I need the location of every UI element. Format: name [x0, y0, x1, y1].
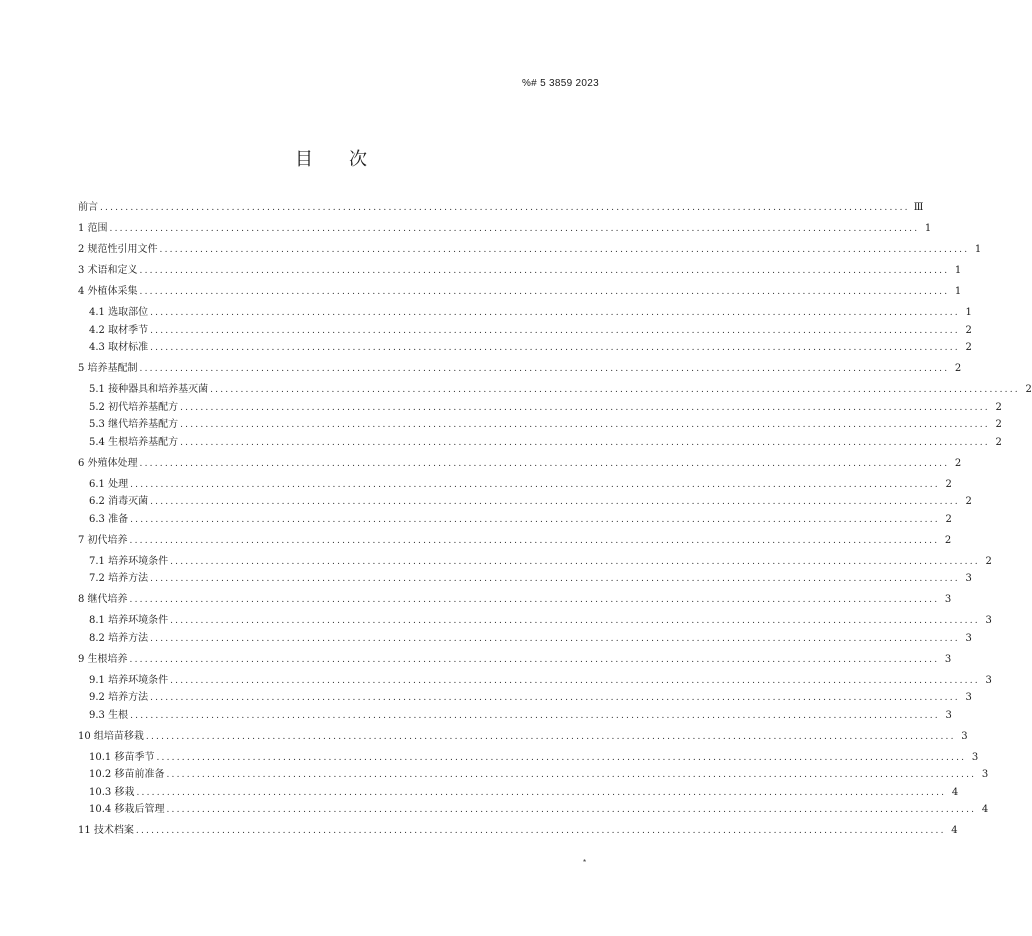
toc-entry-page: 1: [965, 307, 972, 318]
toc-entry[interactable]: [78, 283, 962, 301]
toc-entry-page: 3: [944, 594, 952, 605]
toc-entry-label: 2 规范性引用文件: [78, 241, 160, 259]
toc-entry-page: 3: [945, 709, 952, 721]
toc-entry-label: 6.1 处理: [89, 476, 130, 494]
toc-entry[interactable]: [78, 612, 992, 630]
toc-entry-label: 7.1 培养环境条件: [89, 553, 170, 571]
toc-entry-page: 3: [965, 632, 972, 644]
toc-entry[interactable]: [78, 591, 952, 609]
toc-entry-label: 5 培养基配制: [78, 360, 140, 378]
toc-leader-dots: ................................................................................................................................................................: [180, 420, 990, 430]
toc-leader-dots: ................................................................................................................................................................: [129, 535, 940, 546]
table-of-contents: [78, 199, 1032, 840]
toc-leader-dots: ................................................................................................................................................................: [100, 203, 910, 213]
toc-leader-dots: ................................................................................................................................................................: [139, 266, 950, 276]
toc-entry[interactable]: [78, 434, 1002, 452]
toc-entry-label: 3 术语和定义: [78, 262, 140, 280]
toc-entry-page: Ⅲ: [913, 202, 924, 213]
toc-entry[interactable]: [78, 241, 982, 259]
toc-entry-page: 2: [995, 436, 1002, 448]
toc-entry-label: 8.2 培养方法: [89, 630, 150, 648]
toc-leader-dots: ................................................................................................................................................................: [210, 385, 1020, 395]
toc-entry-label: 10.1 移苗季节: [89, 749, 156, 767]
toc-entry[interactable]: [78, 707, 952, 725]
toc-entry[interactable]: [78, 689, 972, 707]
toc-entry[interactable]: [78, 262, 962, 280]
toc-entry-label: 8.1 培养环境条件: [89, 612, 170, 630]
toc-entry-label: 9.3 生根: [89, 707, 130, 725]
toc-leader-dots: ................................................................................................................................................................: [150, 693, 960, 703]
toc-leader-dots: ................................................................................................................................................................: [145, 731, 956, 742]
document-number: %# 5 3859 2023: [521, 78, 599, 89]
toc-entry-label: 10.3 移栽: [89, 784, 136, 802]
toc-entry-page: 1: [924, 223, 932, 234]
toc-leader-dots: ................................................................................................................................................................: [136, 787, 947, 798]
toc-entry-page: 1: [954, 286, 962, 297]
toc-entry[interactable]: [78, 570, 972, 588]
toc-entry-page: 2: [954, 363, 962, 374]
toc-entry-label: 9.2 培养方法: [89, 689, 150, 707]
toc-leader-dots: ................................................................................................................................................................: [150, 574, 960, 584]
toc-leader-dots: ................................................................................................................................................................: [159, 245, 970, 255]
toc-entry-page: 3: [985, 615, 992, 626]
toc-leader-dots: ................................................................................................................................................................: [139, 458, 950, 469]
toc-entry[interactable]: [78, 532, 952, 550]
toc-entry-page: 2: [954, 457, 962, 469]
title-char-1: 目: [295, 149, 313, 170]
toc-leader-dots: ................................................................................................................................................................: [180, 437, 990, 448]
toc-entry-label: 4.2 取材季节: [89, 322, 150, 340]
toc-entry[interactable]: [78, 728, 968, 746]
toc-entry-page: 2: [965, 342, 972, 353]
toc-entry[interactable]: [78, 749, 979, 767]
toc-leader-dots: ................................................................................................................................................................: [170, 675, 980, 686]
toc-entry-page: 3: [971, 751, 979, 763]
toc-entry-label: 6.3 准备: [89, 511, 130, 529]
toc-entry-page: 4: [981, 804, 989, 815]
toc-entry[interactable]: [78, 630, 972, 648]
toc-entry-label: 4 外植体采集: [78, 283, 140, 301]
toc-leader-dots: ................................................................................................................................................................: [170, 616, 980, 626]
page-title: [0, 145, 662, 171]
toc-entry-page: 3: [981, 769, 989, 780]
title-char-2: 次: [349, 149, 367, 170]
toc-leader-dots: ................................................................................................................................................................: [109, 224, 920, 234]
toc-entry-label: 11 技术档案: [78, 822, 136, 840]
toc-entry-page: 3: [965, 573, 972, 584]
toc-entry-label: 5.2 初代培养基配方: [89, 399, 180, 417]
toc-entry-label: 7.2 培养方法: [89, 570, 150, 588]
toc-leader-dots: ................................................................................................................................................................: [166, 805, 977, 815]
toc-entry[interactable]: [78, 651, 952, 669]
toc-entry[interactable]: [78, 822, 958, 840]
toc-entry-label: 5.4 生根培养基配方: [89, 434, 180, 452]
toc-entry-page: 2: [995, 401, 1002, 413]
toc-entry-page: 4: [951, 825, 958, 836]
toc-leader-dots: ................................................................................................................................................................: [129, 595, 940, 605]
toc-leader-dots: ................................................................................................................................................................: [150, 633, 960, 644]
toc-entry-page: 1: [974, 244, 982, 255]
toc-entry-label: 4.3 取材标准: [89, 339, 150, 357]
toc-entry[interactable]: [78, 455, 962, 473]
toc-entry-page: 4: [951, 786, 959, 798]
toc-leader-dots: ................................................................................................................................................................: [150, 308, 960, 318]
toc-entry-page: 3: [961, 730, 968, 742]
toc-entry[interactable]: [78, 304, 972, 322]
toc-entry[interactable]: [78, 416, 1002, 434]
toc-entry[interactable]: [78, 220, 932, 238]
toc-entry[interactable]: [78, 672, 992, 690]
toc-entry-page: 2: [995, 419, 1002, 430]
toc-entry[interactable]: [78, 360, 962, 378]
toc-leader-dots: ................................................................................................................................................................: [156, 752, 967, 763]
toc-entry-label: 4.1 选取部位: [89, 304, 150, 322]
toc-leader-dots: ................................................................................................................................................................: [166, 770, 977, 780]
toc-entry-label: 5.1 接种器具和培养基灭菌: [89, 381, 210, 399]
toc-leader-dots: ................................................................................................................................................................: [129, 654, 940, 665]
toc-entry-label: 9.1 培养环境条件: [89, 672, 170, 690]
toc-entry-label: 8 继代培养: [78, 591, 130, 609]
toc-leader-dots: ................................................................................................................................................................: [180, 402, 990, 413]
toc-entry-page: 1: [954, 265, 962, 276]
toc-entry[interactable]: [78, 476, 952, 494]
toc-entry-label: 9 生根培养: [78, 651, 130, 669]
toc-entry-label: 6 外殖体处理: [78, 455, 140, 473]
toc-entry[interactable]: [78, 784, 959, 802]
toc-entry-label: 10.4 移栽后管理: [89, 801, 166, 819]
toc-leader-dots: ................................................................................................................................................................: [150, 497, 960, 507]
toc-entry[interactable]: [78, 381, 1032, 399]
toc-entry-label: 前言: [78, 199, 100, 217]
toc-entry-page: 2: [965, 324, 972, 336]
toc-leader-dots: ................................................................................................................................................................: [135, 826, 946, 836]
toc-entry-page: 3: [985, 674, 992, 686]
toc-entry[interactable]: [78, 493, 972, 511]
toc-entry-label: 1 范围: [78, 220, 110, 238]
toc-entry-label: 6.2 消毒灭菌: [89, 493, 150, 511]
toc-leader-dots: ................................................................................................................................................................: [150, 343, 960, 353]
toc-entry[interactable]: [78, 553, 992, 571]
toc-entry[interactable]: [78, 199, 924, 217]
toc-leader-dots: ................................................................................................................................................................: [130, 479, 940, 490]
toc-entry-page: 2: [1025, 384, 1032, 395]
toc-entry-page: 3: [944, 653, 952, 665]
toc-entry[interactable]: [78, 801, 989, 819]
toc-entry-page: 2: [945, 478, 952, 490]
page-footer-mark: *: [583, 858, 587, 867]
toc-entry-page: 3: [965, 692, 972, 703]
toc-entry-page: 2: [965, 496, 972, 507]
toc-entry-label: 10.2 移苗前准备: [89, 766, 166, 784]
toc-entry-page: 2: [945, 513, 952, 525]
toc-entry-label: 10 组培苗移栽: [78, 728, 146, 746]
toc-leader-dots: ................................................................................................................................................................: [170, 556, 980, 567]
toc-leader-dots: ................................................................................................................................................................: [139, 287, 950, 297]
toc-entry-label: 7 初代培养: [78, 532, 130, 550]
toc-entry[interactable]: [78, 511, 952, 529]
toc-leader-dots: ................................................................................................................................................................: [130, 710, 940, 721]
toc-leader-dots: ................................................................................................................................................................: [150, 325, 960, 336]
toc-entry[interactable]: [78, 399, 1002, 417]
toc-entry-label: 5.3 继代培养基配方: [89, 416, 180, 434]
toc-entry[interactable]: [78, 322, 972, 340]
toc-entry-page: 2: [985, 555, 992, 567]
toc-leader-dots: ................................................................................................................................................................: [130, 514, 940, 525]
toc-entry[interactable]: [78, 766, 989, 784]
toc-entry-page: 2: [944, 534, 952, 546]
toc-leader-dots: ................................................................................................................................................................: [139, 364, 950, 374]
toc-entry[interactable]: [78, 339, 972, 357]
